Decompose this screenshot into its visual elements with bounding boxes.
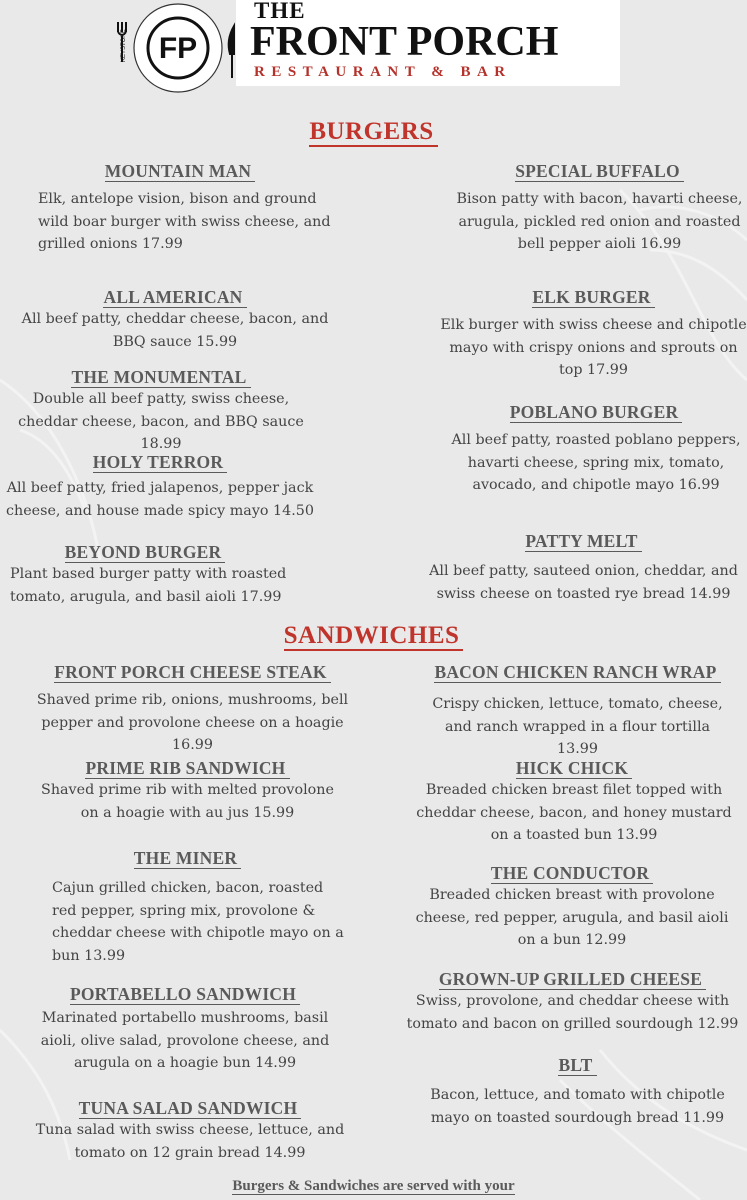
item-desc: Tuna salad with swiss cheese, lettuce, and tomato on 12 grain bread 14.99	[35, 1122, 345, 1161]
menu-item-the-conductor	[408, 864, 736, 952]
menu-item-poblano-burger	[448, 403, 744, 497]
menu-item-the-miner	[30, 849, 345, 967]
item-desc: Plant based burger patty with roasted tomato, arugula, and basil aioli 17.99	[10, 566, 287, 605]
menu-item-front-porch-cheese-steak	[20, 663, 365, 757]
item-name: BACON CHICKEN RANCH WRAP	[434, 663, 720, 683]
item-name: MOUNTAIN MAN	[105, 162, 255, 182]
item-name: THE MONUMENTAL	[71, 368, 250, 388]
item-name: HICK CHICK	[516, 759, 632, 779]
menu-item-holy-terror	[2, 453, 318, 522]
item-desc: All beef patty, roasted poblano peppers, havarti cheese, spring mix, tomato, avocado, and chipotle mayo 16.99	[451, 432, 741, 493]
menu-item-tuna-salad-sandwich	[30, 1099, 350, 1164]
item-desc: Bison patty with bacon, havarti cheese, arugula, pickled red onion and roasted bell pepper aioli 16.99	[456, 191, 743, 252]
item-name: HOLY TERROR	[93, 453, 227, 473]
item-desc: Marinated portabello mushrooms, basil aioli, olive salad, provolone cheese, and arugula on a hoagie bun 14.99	[40, 1010, 330, 1071]
item-desc: Double all beef patty, swiss cheese, cheddar cheese, bacon, and BBQ sauce 18.99	[18, 391, 304, 452]
menu-item-mountain-man	[20, 162, 340, 256]
menu-item-special-buffalo	[452, 162, 747, 256]
item-name: ALL AMERICAN	[103, 288, 246, 308]
item-desc: Shaved prime rib, onions, mushrooms, bell pepper and provolone cheese on a hoagie 16.99	[36, 692, 349, 753]
brand-subtitle: RESTAURANT & BAR	[254, 64, 512, 80]
item-name: FRONT PORCH CHEESE STEAK	[54, 663, 330, 683]
item-desc: Elk, antelope vision, bison and ground wild boar burger with swiss cheese, and grilled onions 17.99	[38, 191, 331, 252]
item-name: PRIME RIB SANDWICH	[85, 759, 289, 779]
item-desc: All beef patty, sauteed onion, cheddar, and swiss cheese on toasted rye bread 14.99	[429, 563, 738, 602]
section-title-burgers: BURGERS	[0, 118, 747, 146]
item-desc: Breaded chicken breast with provolone cheese, red pepper, arugula, and basil aioli on a bun 12.99	[415, 887, 729, 948]
item-desc: Elk burger with swiss cheese and chipotle mayo with crispy onions and sprouts on top 17.99	[440, 317, 747, 378]
menu-item-beyond-burger	[2, 543, 288, 608]
item-name: BEYOND BURGER	[65, 543, 226, 563]
item-desc: Shaved prime rib with melted provolone on a hoagie with au jus 15.99	[41, 782, 334, 821]
brand-the: THE	[254, 0, 306, 23]
item-name: PATTY MELT	[525, 532, 641, 552]
footer-note: Burgers & Sandwiches are served with your	[232, 1178, 515, 1194]
item-desc: Crispy chicken, lettuce, tomato, cheese, and ranch wrapped in a flour tortilla 13.99	[432, 696, 723, 757]
item-name: ELK BURGER	[532, 288, 654, 308]
menu-item-prime-rib-sandwich	[30, 759, 345, 824]
item-name: TUNA SALAD SANDWICH	[79, 1099, 302, 1119]
menu-item-hick-chick	[415, 759, 733, 847]
menu-item-all-american	[20, 288, 330, 353]
restaurant-logo-icon	[110, 0, 240, 100]
menu-item-patty-melt	[420, 532, 747, 605]
brand-name: FRONT PORCH	[250, 19, 559, 65]
logo-ring-text: KEYSTONE	[121, 29, 127, 62]
item-desc: Breaded chicken breast filet topped with cheddar cheese, bacon, and honey mustard on a toasted bun 13.99	[416, 782, 732, 843]
brand-banner	[236, 0, 620, 86]
item-name: PORTABELLO SANDWICH	[70, 985, 300, 1005]
item-name: SPECIAL BUFFALO	[515, 162, 684, 182]
item-name: POBLANO BURGER	[510, 403, 683, 423]
item-desc: All beef patty, fried jalapenos, pepper jack cheese, and house made spicy mayo 14.50	[6, 480, 314, 519]
item-name: GROWN-UP GRILLED CHEESE	[439, 970, 706, 990]
item-name: BLT	[558, 1056, 596, 1076]
logo-monogram: FP	[158, 32, 198, 65]
item-name: THE MINER	[134, 849, 241, 869]
menu-item-elk-burger	[440, 288, 747, 382]
menu-item-portabello-sandwich	[30, 985, 340, 1075]
item-name: THE CONDUCTOR	[491, 864, 653, 884]
item-desc: Swiss, provolone, and cheddar cheese with tomato and bacon on grilled sourdough 12.99	[406, 993, 739, 1032]
item-desc: Cajun grilled chicken, bacon, roasted red pepper, spring mix, provolone & cheddar cheese with chipotle mayo on a bun 13.99	[52, 880, 344, 964]
item-desc: Bacon, lettuce, and tomato with chipotle mayo on toasted sourdough bread 11.99	[430, 1087, 725, 1126]
knife-icon	[229, 26, 234, 78]
menu-item-bacon-chicken-ranch-wrap	[410, 663, 745, 761]
menu-item-the-monumental	[2, 368, 320, 456]
menu-item-grown-up-grilled-cheese	[400, 970, 745, 1035]
section-title-sandwiches: SANDWICHES	[0, 622, 747, 650]
item-desc: All beef patty, cheddar cheese, bacon, and BBQ sauce 15.99	[21, 311, 329, 350]
menu-item-blt	[420, 1056, 735, 1129]
